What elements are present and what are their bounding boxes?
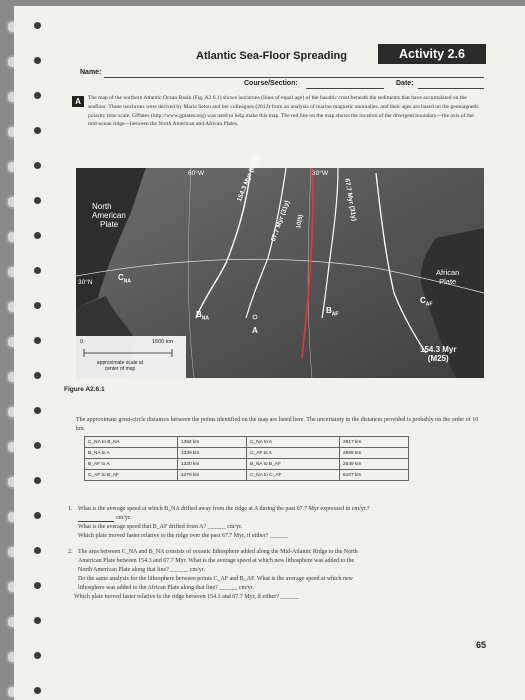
isochron-10-label: 10(5) <box>296 214 305 230</box>
lon-30w-label: 30°W <box>312 170 328 177</box>
table-row: B_AF to A 1320 km B_NA to B_AF 2649 km <box>85 459 409 470</box>
section-a-intro: The map of the northern Atlantic Ocean Basin (Fig. A2.6.1) shows isochrons (lines of equal age) of the basaltic crust beneath the sediments that have accumulated on the seafloor. These isochrons were derived by Maria Seton and her colleagues (2012) from an analysis of marine magnetic anomalies, and their ages are based on the geomagnetic polarity time scale. GPlates (http://www.gplates.org) was used to help make this map. The red line on the map shows the location of the divergent boundary—the axis of the mid-ocean ridge—between the North American and African Plates. <box>88 95 480 128</box>
section-a-marker: A <box>72 96 84 107</box>
question-2-line-3: North American Plate along that line? ______ cm/yr. <box>78 567 205 573</box>
answer-line[interactable] <box>78 521 114 522</box>
question-1-line-3: What is the average speed that B_AF drifted from A? ______ cm/yr. <box>78 524 243 530</box>
figure-caption: Figure A2.6.1 <box>64 386 105 393</box>
distance-table <box>84 436 409 481</box>
question-1-line-1: What is the average speed at which B_NA drifted away from the ridge at A during the past 67.7 Myr expressed in cm/yr.? <box>78 506 370 512</box>
table-row: B_NA to A 1339 km C_AF to A 2599 km <box>85 448 409 459</box>
question-2-number: 2. <box>68 549 73 555</box>
lat-30n-label: 30°N <box>78 279 93 286</box>
activity-badge: Activity 2.6 <box>378 44 486 64</box>
page-title: Atlantic Sea-Floor Spreading <box>196 50 347 62</box>
point-c-af: $C_{AF}$ <box>420 296 433 308</box>
scale-zero: 0 <box>80 339 84 345</box>
african-plate-label: African Plate <box>436 268 460 286</box>
point-b-na: $B_{NA}$ <box>196 310 210 322</box>
east-isochron-label: 154.3 Myr (M25) <box>420 345 457 363</box>
point-b-af: $B_{AF}$ <box>326 306 339 318</box>
name-line[interactable] <box>104 77 484 78</box>
question-2-line-4: Do the same analysis for the lithosphere between points C_AF and B_AF. What is the average speed at which new <box>78 576 354 582</box>
question-2-line-1: The area between C_NA and B_NA consists of oceanic lithosphere added along the Mid-Atlantic Ridge to the North <box>78 549 358 555</box>
point-a: A <box>252 326 258 335</box>
distances-intro: The approximate great-circle distances between the points identified on the map are listed here. The uncertainty in the distances provided is probably on the order of 10 km. <box>76 417 479 432</box>
date-line[interactable] <box>418 88 484 89</box>
scale-km: 1500 km <box>152 339 174 345</box>
isochron-154-label: 154.3 Myr (M25) <box>236 155 261 203</box>
question-2-line-6: Which plate moved faster relative to the ridge between 154.3 and 67.7 Myr, if either? ______ <box>74 594 299 600</box>
name-label: Name: <box>80 69 102 76</box>
lon-60w-label: 60°W <box>188 170 204 177</box>
question-1-line-4: Which plate moved faster relative to the ridge over the past 67.7 Myr, if either? ______ <box>78 533 288 539</box>
page-number: 65 <box>476 640 487 650</box>
question-2-line-2: American Plate between 154.3 and 67.7 Myr. What is the average speed at which new lithosphere was added to the <box>78 558 355 564</box>
north-american-plate-label: North American Plate <box>92 202 126 229</box>
course-label: Course/Section: <box>244 80 298 87</box>
scale-note: approximate scale at center of map <box>96 360 144 372</box>
course-line[interactable] <box>306 88 384 89</box>
question-2-line-5: lithosphere was added to the African Plate along that line? ______ cm/yr. <box>78 585 254 591</box>
isochron-67-west-label: 67.7 Myr (31y) <box>270 199 292 243</box>
table-row: C_NA to B_NA 1354 km C_NA to A 2617 km <box>85 437 409 448</box>
question-1-line-2: cm/yr. <box>116 515 132 521</box>
question-1-number: 1. <box>68 506 73 512</box>
date-label: Date: <box>396 80 414 87</box>
point-c-na: $C_{NA}$ <box>118 273 132 285</box>
table-row: C_AF to B_AF 1279 km C_NA to C_AF 5107 km <box>85 470 409 481</box>
isochron-67-east-label: 67.7 Myr (31y) <box>343 178 358 222</box>
